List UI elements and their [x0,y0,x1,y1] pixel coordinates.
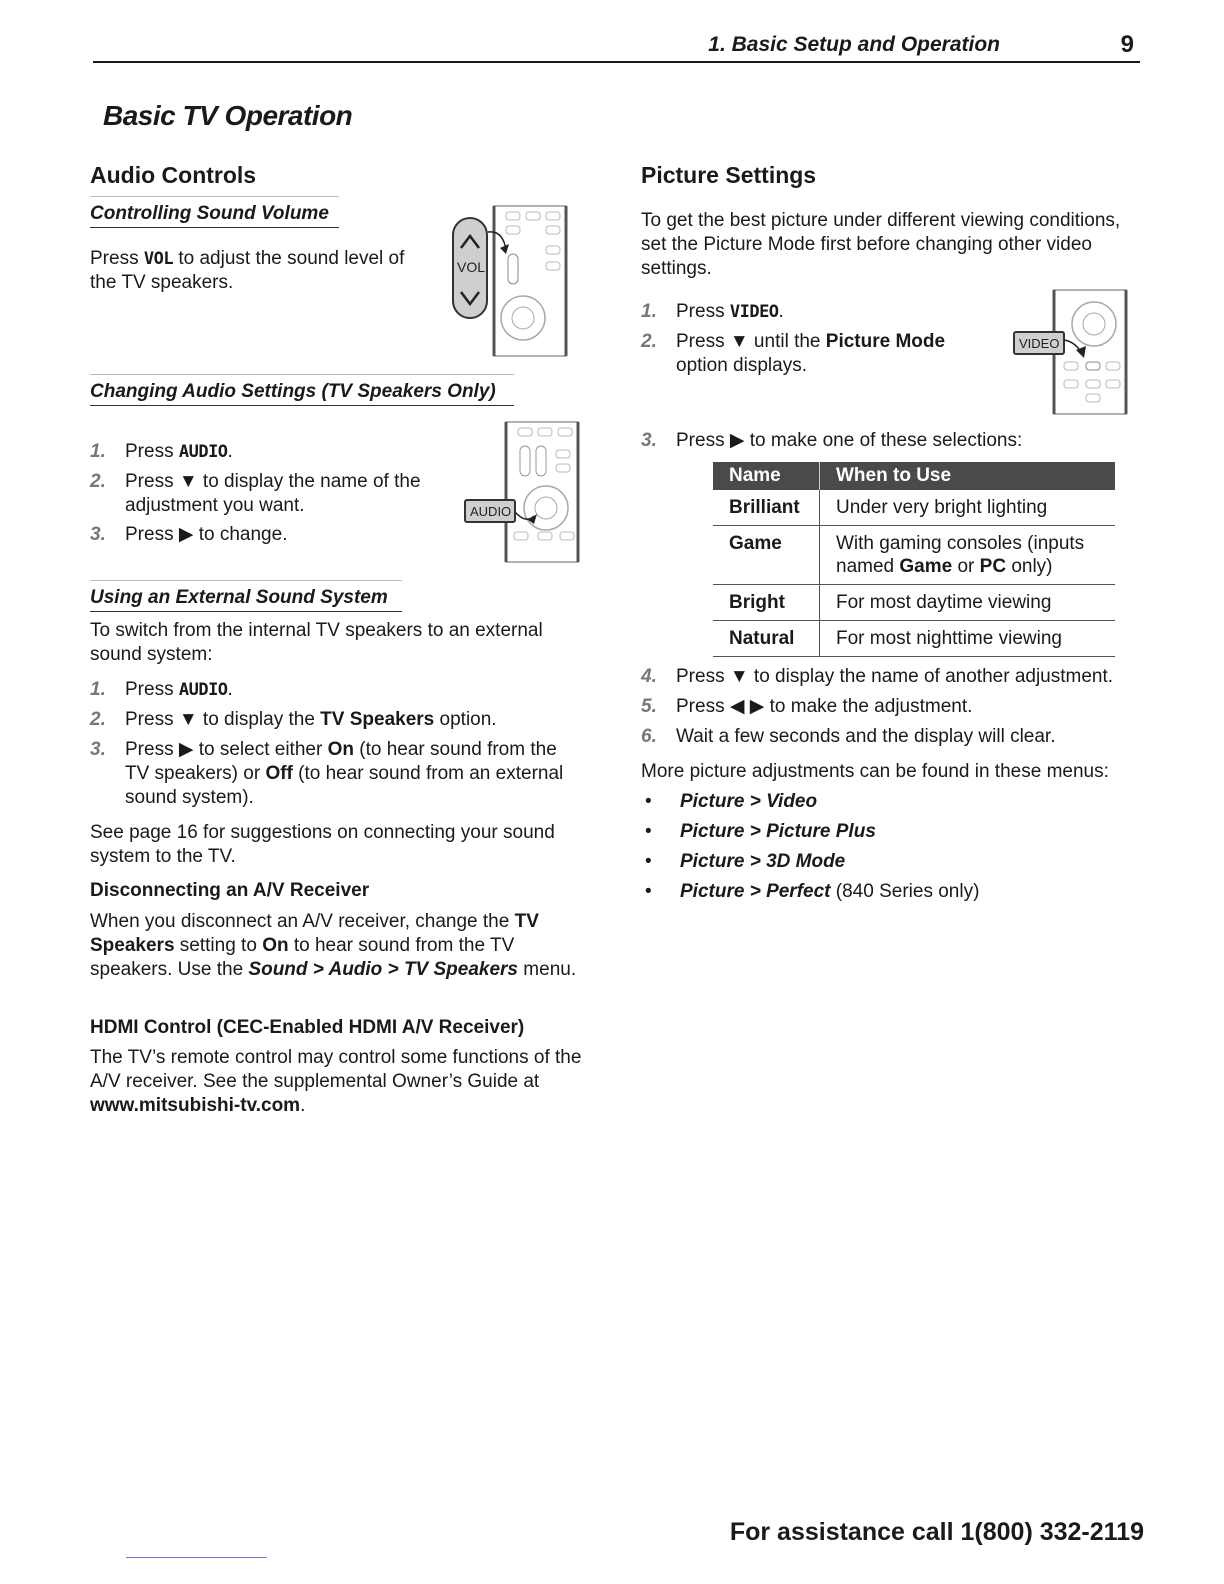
table-row [713,621,1115,657]
external-intro: To switch from the internal TV speakers to an external sound system: [90,620,543,665]
picture-mode-table [713,462,1115,657]
table-cell-name: Game [713,526,820,585]
running-header [93,30,1140,63]
table-row [713,585,1115,621]
external-step-2: 2. Press ▼ to display the TV Speakers option. [90,709,497,730]
audio-step-2: 2. Press ▼ to display the name of the adjustment you want. [90,471,421,516]
menu-bullet: • Picture > Video [645,791,818,812]
remote-video-illustration [1010,288,1132,416]
table-header-name: Name [713,462,820,490]
picture-step-5: 5. Press ◀ ▶ to make the adjustment. [641,696,973,717]
audio-settings-heading: Changing Audio Settings (TV Speakers Only) [90,374,514,406]
picture-step-2: 2. Press ▼ until the Picture Mode option displays. [641,331,946,376]
picture-step-1: 1. Press VIDEO. [641,301,784,322]
remote-audio-label: AUDIO [470,504,512,519]
remote-audio-illustration [462,420,584,564]
picture-step-3: 3. Press ▶ to make one of these selections: [641,430,1023,451]
volume-text: Press VOL to adjust the sound level of the TV speakers. [90,248,405,293]
remote-video-label: VIDEO [1019,336,1060,351]
external-step-1: 1. Press AUDIO. [90,679,233,700]
table-cell-name: Natural [713,621,820,657]
menu-bullet: • Picture > 3D Mode [645,851,846,872]
assistance-footer: For assistance call 1(800) 332-2119 [729,1518,1144,1546]
audio-step-3: 3. Press ▶ to change. [90,524,288,545]
external-step-3: 3. Press ▶ to select either On (to hear sound from the TV speakers) or Off (to hear sound from an external sound system). [90,739,564,808]
remote-vol-label: VOL [457,259,486,275]
disconnect-text: When you disconnect an A/V receiver, change the TV Speakers setting to On to hear sound from the TV speakers. Use the Sound > Audio > TV Speakers menu. [90,911,577,980]
table-cell-use: For most nighttime viewing [820,621,1116,657]
chapter-title: 1. Basic Setup and Operation [708,33,1000,56]
more-adjustments-text: More picture adjustments can be found in these menus: [641,761,1109,782]
remote-vol-illustration [448,204,570,358]
table-cell-name: Brilliant [713,490,820,526]
table-row [713,490,1115,526]
picture-settings-heading: Picture Settings [641,162,817,188]
menu-bullet: • Picture > Perfect (840 Series only) [645,881,980,902]
table-cell-use: Under very bright lighting [820,490,1116,526]
external-sound-heading: Using an External Sound System [90,580,402,612]
table-cell-use: For most daytime viewing [820,585,1116,621]
audio-controls-heading: Audio Controls [90,162,257,188]
disconnect-heading: Disconnecting an A/V Receiver [90,880,370,901]
table-cell-use: With gaming consoles (inputs named Game or PC only) [820,526,1116,585]
see-page-text: See page 16 for suggestions on connecting your sound system to the TV. [90,822,555,867]
table-header-row [713,462,1115,490]
page-number: 9 [1120,31,1134,58]
table-row [713,526,1115,585]
table-header-when: When to Use [820,462,1116,490]
audio-step-1: 1. Press AUDIO. [90,441,233,462]
hdmi-heading: HDMI Control (CEC-Enabled HDMI A/V Receiver) [90,1017,525,1038]
picture-step-6: 6. Wait a few seconds and the display will clear. [641,726,1056,747]
hdmi-text: The TV’s remote control may control some functions of the A/V receiver. See the supplemental Owner’s Guide at www.mitsubishi-tv.com. [90,1047,582,1116]
menu-bullet: • Picture > Picture Plus [645,821,876,842]
page-title: Basic TV Operation [103,100,353,131]
picture-step-4: 4. Press ▼ to display the name of another adjustment. [641,666,1114,687]
volume-heading: Controlling Sound Volume [90,196,339,228]
picture-intro: To get the best picture under different viewing conditions, set the Picture Mode first before changing other video settings. [641,210,1121,279]
table-cell-name: Bright [713,585,820,621]
footer-divider [126,1557,267,1558]
